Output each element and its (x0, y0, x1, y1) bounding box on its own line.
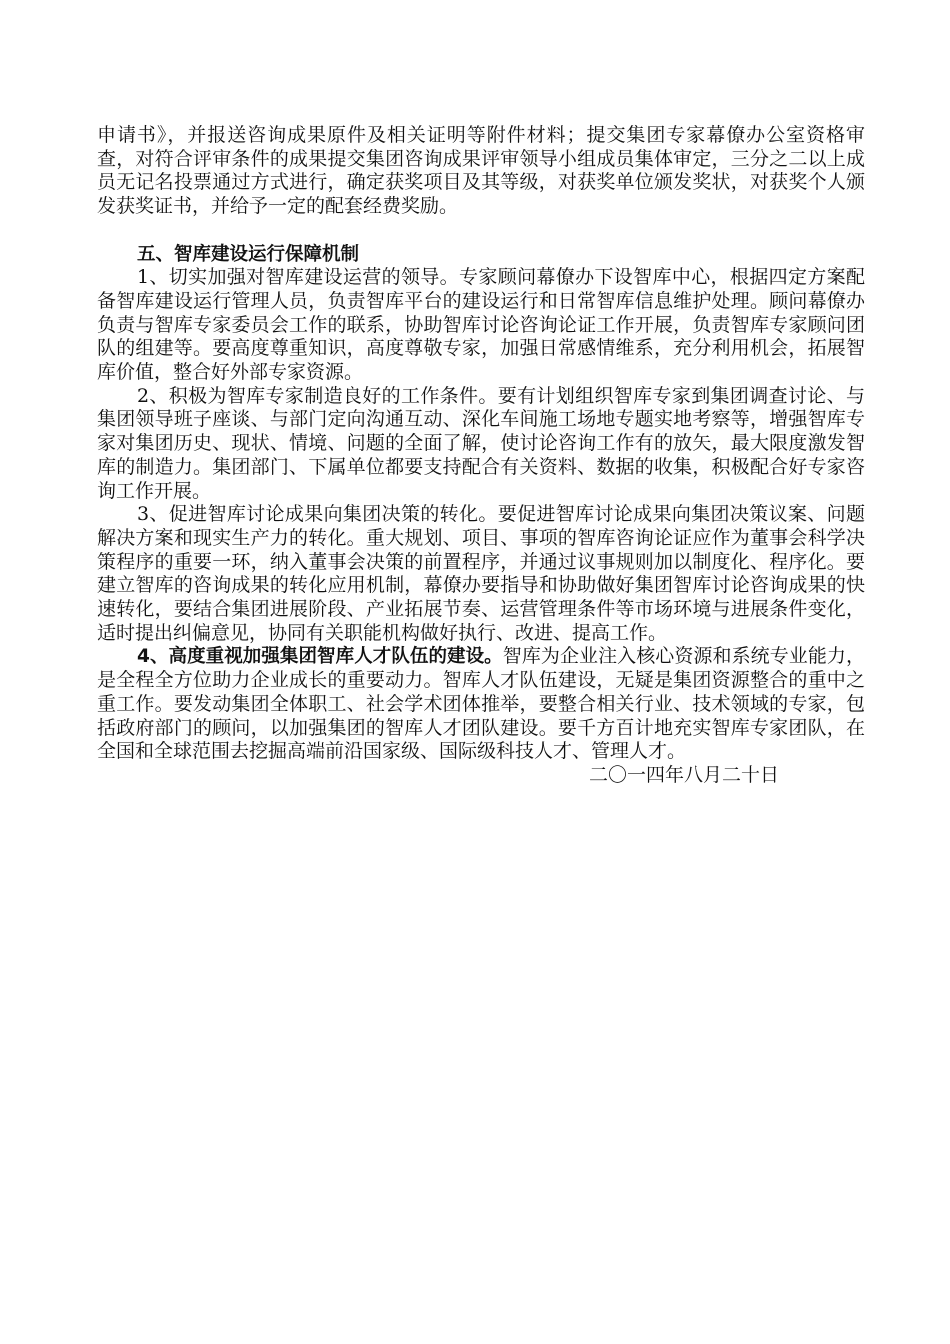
document-page (97, 124, 865, 788)
document-date: 二〇一四年八月二十日 (588, 763, 779, 786)
section-heading: 五、智库建设运行保障机制 (137, 243, 360, 265)
paragraph-1: 1、切实加强对智库建设运营的领导。专家顾问幕僚办下设智库中心，根据四定方案配备智库建设运行管理人员，负责智库平台的建设运行和日常智库信息维护处理。顾问幕僚办负责与智库专家委员会工作的联系，协助智库讨论咨询论证工作开展，负责智库专家顾问团队的组建等。要高度尊重知识，高度尊敬专家，加强日常感情维系，充分利用机会，拓展智库价值，整合好外部专家资源。 (97, 266, 865, 384)
paragraph-4 (97, 645, 865, 764)
paragraph-4-body: 智库为企业注入核心资源和系统专业能力，是全程全方位助力企业成长的重要动力。智库人才队伍建设，无疑是集团资源整合的重中之重工作。要发动集团全体职工、社会学术团体推举，要整合相关行业、技术领域的专家，包括政府部门的顾问，以加强集团的智库人才团队建设。要千方百计地充实智库专家团队，在全国和全球范围去挖掘高端前沿国家级、国际级科技人才、管理人才。 (97, 645, 865, 763)
paragraph-gap (97, 219, 865, 243)
paragraph-3: 3、促进智库讨论成果向集团决策的转化。要促进智库讨论成果向集团决策议案、问题解决方案和现实生产力的转化。重大规划、项目、事项的智库咨询论证应作为董事会科学决策程序的重要一环，纳入董事会决策的前置程序，并通过议事规则加以制度化、程序化。要建立智库的咨询成果的转化应用机制，幕僚办要指导和协助做好集团智库讨论咨询成果的快速转化，要结合集团进展阶段、产业拓展节奏、运营管理条件等市场环境与进展条件变化，适时提出纠偏意见，协同有关职能机构做好执行、改进、提高工作。 (97, 503, 865, 644)
paragraph-4-lead: 4、高度重视加强集团智库人才队伍的建设。 (137, 646, 503, 668)
intro-paragraph: 申请书》，并报送咨询成果原件及相关证明等附件材料；提交集团专家幕僚办公室资格审查，对符合评审条件的成果提交集团咨询成果评审领导小组成员集体审定，三分之二以上成员无记名投票通过方式进行，确定获奖项目及其等级，对获奖单位颁发奖状，对获奖个人颁发获奖证书，并给予一定的配套经费奖励。 (97, 124, 865, 218)
paragraph-2: 2、积极为智库专家制造良好的工作条件。要有计划组织智库专家到集团调查讨论、与集团领导班子座谈、与部门定向沟通互动、深化车间施工场地专题实地考察等，增强智库专家对集团历史、现状、情境、问题的全面了解，使讨论咨询工作有的放矢，最大限度激发智库的制造力。集团部门、下属单位都要支持配合有关资料、数据的收集，积极配合好专家咨询工作开展。 (97, 384, 865, 502)
